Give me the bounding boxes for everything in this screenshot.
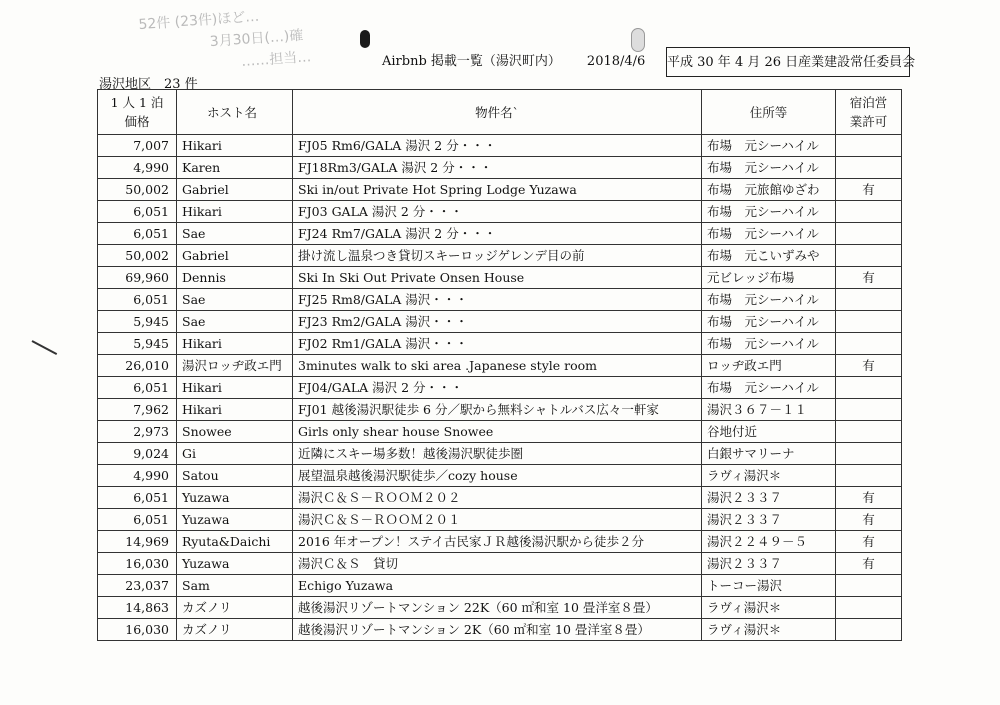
cell-price: 6,051 xyxy=(98,377,177,399)
cell-license xyxy=(836,289,902,311)
cell-property: 3minutes walk to ski area .Japanese style room xyxy=(293,355,702,377)
table-row xyxy=(98,509,902,531)
cell-price: 7,962 xyxy=(98,399,177,421)
cell-host: Karen xyxy=(177,157,293,179)
cell-price: 69,960 xyxy=(98,267,177,289)
cell-license xyxy=(836,399,902,421)
cell-license xyxy=(836,201,902,223)
cell-address: 布場 元シーハイル xyxy=(702,311,836,333)
cell-license: 有 xyxy=(836,531,902,553)
punch-hole xyxy=(631,28,645,52)
table-row xyxy=(98,575,902,597)
cell-address: 布場 元旅館ゆざわ xyxy=(702,179,836,201)
cell-price: 6,051 xyxy=(98,487,177,509)
cell-property: FJ05 Rm6/GALA 湯沢 2 分・・・ xyxy=(293,135,702,157)
cell-license xyxy=(836,223,902,245)
cell-host: Yuzawa xyxy=(177,487,293,509)
cell-host: 湯沢ロッヂ政エ門 xyxy=(177,355,293,377)
header-license: 宿泊営 業許可 xyxy=(836,90,902,135)
cell-host: Sam xyxy=(177,575,293,597)
table-row xyxy=(98,487,902,509)
cell-address: 元ビレッジ布場 xyxy=(702,267,836,289)
table-row xyxy=(98,531,902,553)
cell-property: 越後湯沢リゾートマンション 22K（60 ㎡和室 10 畳洋室８畳） xyxy=(293,597,702,619)
table-row xyxy=(98,289,902,311)
cell-address: ラヴィ湯沢＊ xyxy=(702,619,836,641)
table-row xyxy=(98,333,902,355)
table-row xyxy=(98,619,902,641)
cell-price: 7,007 xyxy=(98,135,177,157)
cell-address: 布場 元こいずみや xyxy=(702,245,836,267)
cell-address: ロッヂ政エ門 xyxy=(702,355,836,377)
cell-host: Hikari xyxy=(177,333,293,355)
cell-price: 26,010 xyxy=(98,355,177,377)
table-row xyxy=(98,311,902,333)
cell-property: FJ25 Rm8/GALA 湯沢・・・ xyxy=(293,289,702,311)
cell-license xyxy=(836,575,902,597)
cell-price: 9,024 xyxy=(98,443,177,465)
punch-hole xyxy=(360,30,370,48)
table-row xyxy=(98,135,902,157)
cell-price: 14,969 xyxy=(98,531,177,553)
cell-address: ラヴィ湯沢＊ xyxy=(702,597,836,619)
cell-host: Yuzawa xyxy=(177,553,293,575)
cell-host: カズノリ xyxy=(177,619,293,641)
table-row xyxy=(98,157,902,179)
cell-price: 14,863 xyxy=(98,597,177,619)
cell-host: Gabriel xyxy=(177,179,293,201)
cell-address: 布場 元シーハイル xyxy=(702,333,836,355)
cell-property: FJ03 GALA 湯沢 2 分・・・ xyxy=(293,201,702,223)
table-row xyxy=(98,377,902,399)
cell-price: 50,002 xyxy=(98,179,177,201)
cell-price: 2,973 xyxy=(98,421,177,443)
cell-address: 湯沢３６７－１１ xyxy=(702,399,836,421)
cell-property: Ski in/out Private Hot Spring Lodge Yuzawa xyxy=(293,179,702,201)
cell-property: 掛け流し温泉つき貸切スキーロッジゲレンデ目の前 xyxy=(293,245,702,267)
cell-property: 展望温泉越後湯沢駅徒歩／cozy house xyxy=(293,465,702,487)
cell-property: 湯沢Ｃ＆Ｓ 貸切 xyxy=(293,553,702,575)
table-row xyxy=(98,465,902,487)
cell-address: 布場 元シーハイル xyxy=(702,201,836,223)
cell-license: 有 xyxy=(836,553,902,575)
cell-license xyxy=(836,135,902,157)
cell-license: 有 xyxy=(836,267,902,289)
cell-property: FJ01 越後湯沢駅徒歩 6 分／駅から無料シャトルバス広々一軒家 xyxy=(293,399,702,421)
header-address: 住所等 xyxy=(702,90,836,135)
cell-license: 有 xyxy=(836,509,902,531)
cell-property: Ski In Ski Out Private Onsen House xyxy=(293,267,702,289)
header-price: 1 人 1 泊 価格 xyxy=(98,90,177,135)
table-row xyxy=(98,223,902,245)
cell-license xyxy=(836,465,902,487)
cell-address: 湯沢２３３７ xyxy=(702,509,836,531)
cell-price: 23,037 xyxy=(98,575,177,597)
cell-license xyxy=(836,443,902,465)
cell-property: FJ02 Rm1/GALA 湯沢・・・ xyxy=(293,333,702,355)
cell-host: Sae xyxy=(177,289,293,311)
cell-license: 有 xyxy=(836,355,902,377)
cell-license xyxy=(836,157,902,179)
table-row xyxy=(98,179,902,201)
cell-property: FJ24 Rm7/GALA 湯沢 2 分・・・ xyxy=(293,223,702,245)
cell-price: 4,990 xyxy=(98,157,177,179)
cell-property: 越後湯沢リゾートマンション 2K（60 ㎡和室 10 畳洋室８畳） xyxy=(293,619,702,641)
cell-price: 4,990 xyxy=(98,465,177,487)
table-row xyxy=(98,553,902,575)
cell-property: Girls only shear house Snowee xyxy=(293,421,702,443)
cell-address: 湯沢２２４９－５ xyxy=(702,531,836,553)
cell-host: Snowee xyxy=(177,421,293,443)
cell-host: Gi xyxy=(177,443,293,465)
cell-address: 谷地付近 xyxy=(702,421,836,443)
cell-price: 5,945 xyxy=(98,333,177,355)
cell-host: Ryuta&Daichi xyxy=(177,531,293,553)
table-row xyxy=(98,443,902,465)
cell-host: Hikari xyxy=(177,399,293,421)
cell-price: 16,030 xyxy=(98,553,177,575)
district-label: 湯沢地区 23 件 xyxy=(99,77,198,92)
cell-license xyxy=(836,619,902,641)
table-row xyxy=(98,355,902,377)
cell-license xyxy=(836,245,902,267)
cell-host: Sae xyxy=(177,311,293,333)
cell-property: FJ04/GALA 湯沢 2 分・・・ xyxy=(293,377,702,399)
cell-property: Echigo Yuzawa xyxy=(293,575,702,597)
table-header-row xyxy=(98,90,902,135)
cell-address: 布場 元シーハイル xyxy=(702,289,836,311)
cell-license: 有 xyxy=(836,179,902,201)
cell-price: 5,945 xyxy=(98,311,177,333)
cell-property: 湯沢Ｃ＆Ｓ－ＲＯＯＭ２０１ xyxy=(293,509,702,531)
table-body xyxy=(98,135,902,641)
committee-label: 平成 30 年 4 月 26 日産業建設常任委員会 xyxy=(666,47,910,77)
cell-address: 布場 元シーハイル xyxy=(702,223,836,245)
handwritten-note: 3月30日(…)確 xyxy=(209,27,304,51)
margin-pen-mark xyxy=(32,340,58,355)
table-row xyxy=(98,421,902,443)
document-title xyxy=(382,50,645,69)
cell-price: 50,002 xyxy=(98,245,177,267)
cell-host: Hikari xyxy=(177,201,293,223)
cell-address: ラヴィ湯沢＊ xyxy=(702,465,836,487)
cell-address: 布場 元シーハイル xyxy=(702,135,836,157)
cell-property: FJ18Rm3/GALA 湯沢 2 分・・・ xyxy=(293,157,702,179)
table-row xyxy=(98,399,902,421)
handwritten-note: ……担当… xyxy=(240,49,312,70)
title-text: Airbnb 掲載一覧（湯沢町内） xyxy=(382,54,561,69)
cell-price: 6,051 xyxy=(98,509,177,531)
cell-address: 湯沢２３３７ xyxy=(702,553,836,575)
handwritten-note: 52件 (23件)ほど… xyxy=(137,8,260,34)
table-row xyxy=(98,201,902,223)
header-property: 物件名` xyxy=(293,90,702,135)
cell-address: トーコー湯沢 xyxy=(702,575,836,597)
cell-property: FJ23 Rm2/GALA 湯沢・・・ xyxy=(293,311,702,333)
cell-license xyxy=(836,421,902,443)
cell-host: Satou xyxy=(177,465,293,487)
document-date: 2018/4/6 xyxy=(586,54,646,69)
header-host: ホスト名 xyxy=(177,90,293,135)
cell-price: 6,051 xyxy=(98,201,177,223)
cell-property: 近隣にスキー場多数！越後湯沢駅徒歩圏 xyxy=(293,443,702,465)
cell-host: Sae xyxy=(177,223,293,245)
cell-host: カズノリ xyxy=(177,597,293,619)
cell-price: 16,030 xyxy=(98,619,177,641)
cell-address: 白銀サマリーナ xyxy=(702,443,836,465)
cell-property: 湯沢Ｃ＆Ｓ－ＲＯＯＭ２０２ xyxy=(293,487,702,509)
table-row xyxy=(98,597,902,619)
cell-address: 湯沢２３３７ xyxy=(702,487,836,509)
cell-host: Gabriel xyxy=(177,245,293,267)
cell-license xyxy=(836,597,902,619)
cell-address: 布場 元シーハイル xyxy=(702,157,836,179)
cell-host: Hikari xyxy=(177,377,293,399)
cell-license xyxy=(836,311,902,333)
cell-license xyxy=(836,377,902,399)
cell-host: Yuzawa xyxy=(177,509,293,531)
cell-host: Hikari xyxy=(177,135,293,157)
cell-price: 6,051 xyxy=(98,289,177,311)
cell-license: 有 xyxy=(836,487,902,509)
listing-table xyxy=(97,89,902,641)
cell-price: 6,051 xyxy=(98,223,177,245)
cell-address: 布場 元シーハイル xyxy=(702,377,836,399)
table-row xyxy=(98,267,902,289)
cell-license xyxy=(836,333,902,355)
cell-property: 2016 年オープン！ステイ古民家ＪＲ越後湯沢駅から徒歩２分 xyxy=(293,531,702,553)
table-row xyxy=(98,245,902,267)
cell-host: Dennis xyxy=(177,267,293,289)
